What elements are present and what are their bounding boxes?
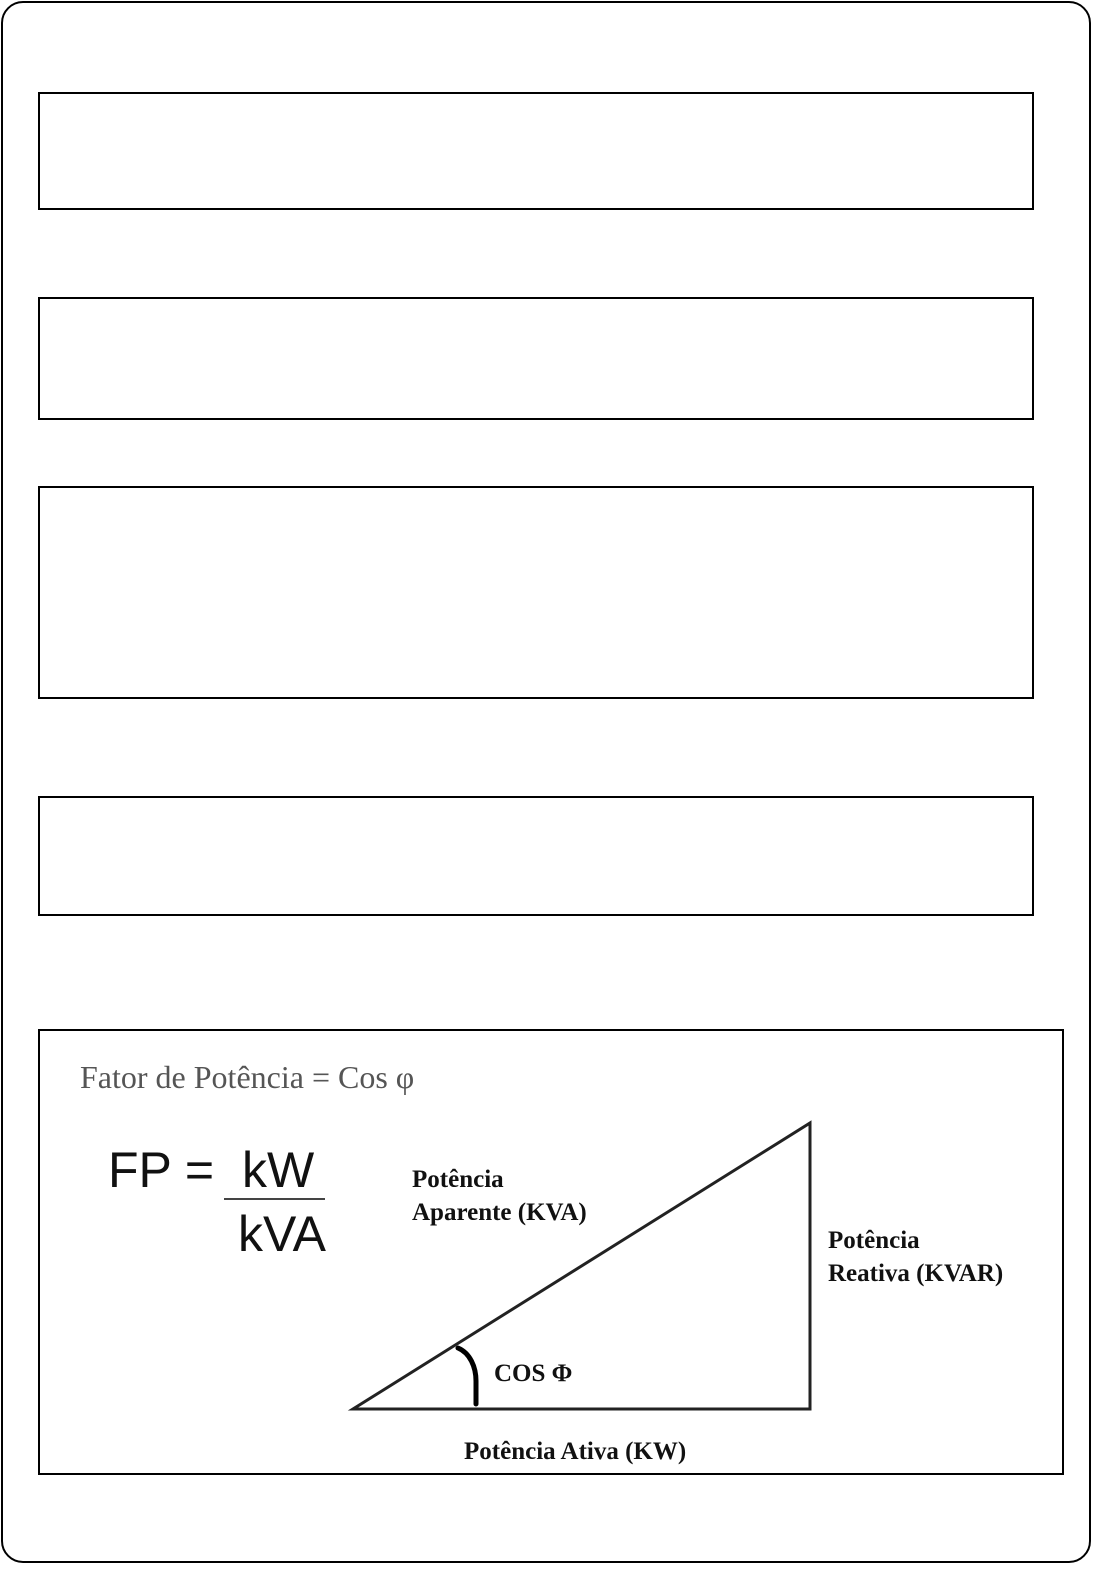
apparent-power-label-line1: Potência xyxy=(412,1166,504,1193)
answer-box-1[interactable] xyxy=(38,92,1034,210)
power-factor-figure xyxy=(38,1029,1064,1475)
reactive-power-label-line1: Potência xyxy=(828,1227,920,1254)
answer-box-4[interactable] xyxy=(38,796,1034,916)
angle-arc xyxy=(458,1348,476,1404)
active-power-label: Potência Ativa (KW) xyxy=(464,1438,687,1465)
cos-phi-label: COS Φ xyxy=(494,1360,573,1387)
answer-box-3[interactable] xyxy=(38,486,1034,699)
formula-lhs: FP = xyxy=(108,1142,215,1198)
formula-denominator: kVA xyxy=(238,1206,326,1262)
apparent-power-label-line2: Aparente (KVA) xyxy=(412,1199,587,1226)
figure-heading: Fator de Potência = Cos φ xyxy=(80,1059,415,1095)
reactive-power-label xyxy=(828,1224,1003,1290)
answer-box-2[interactable] xyxy=(38,297,1034,420)
formula-numerator: kW xyxy=(242,1142,315,1198)
apparent-power-label xyxy=(412,1163,587,1229)
reactive-power-label-line2: Reativa (KVAR) xyxy=(828,1260,1004,1287)
